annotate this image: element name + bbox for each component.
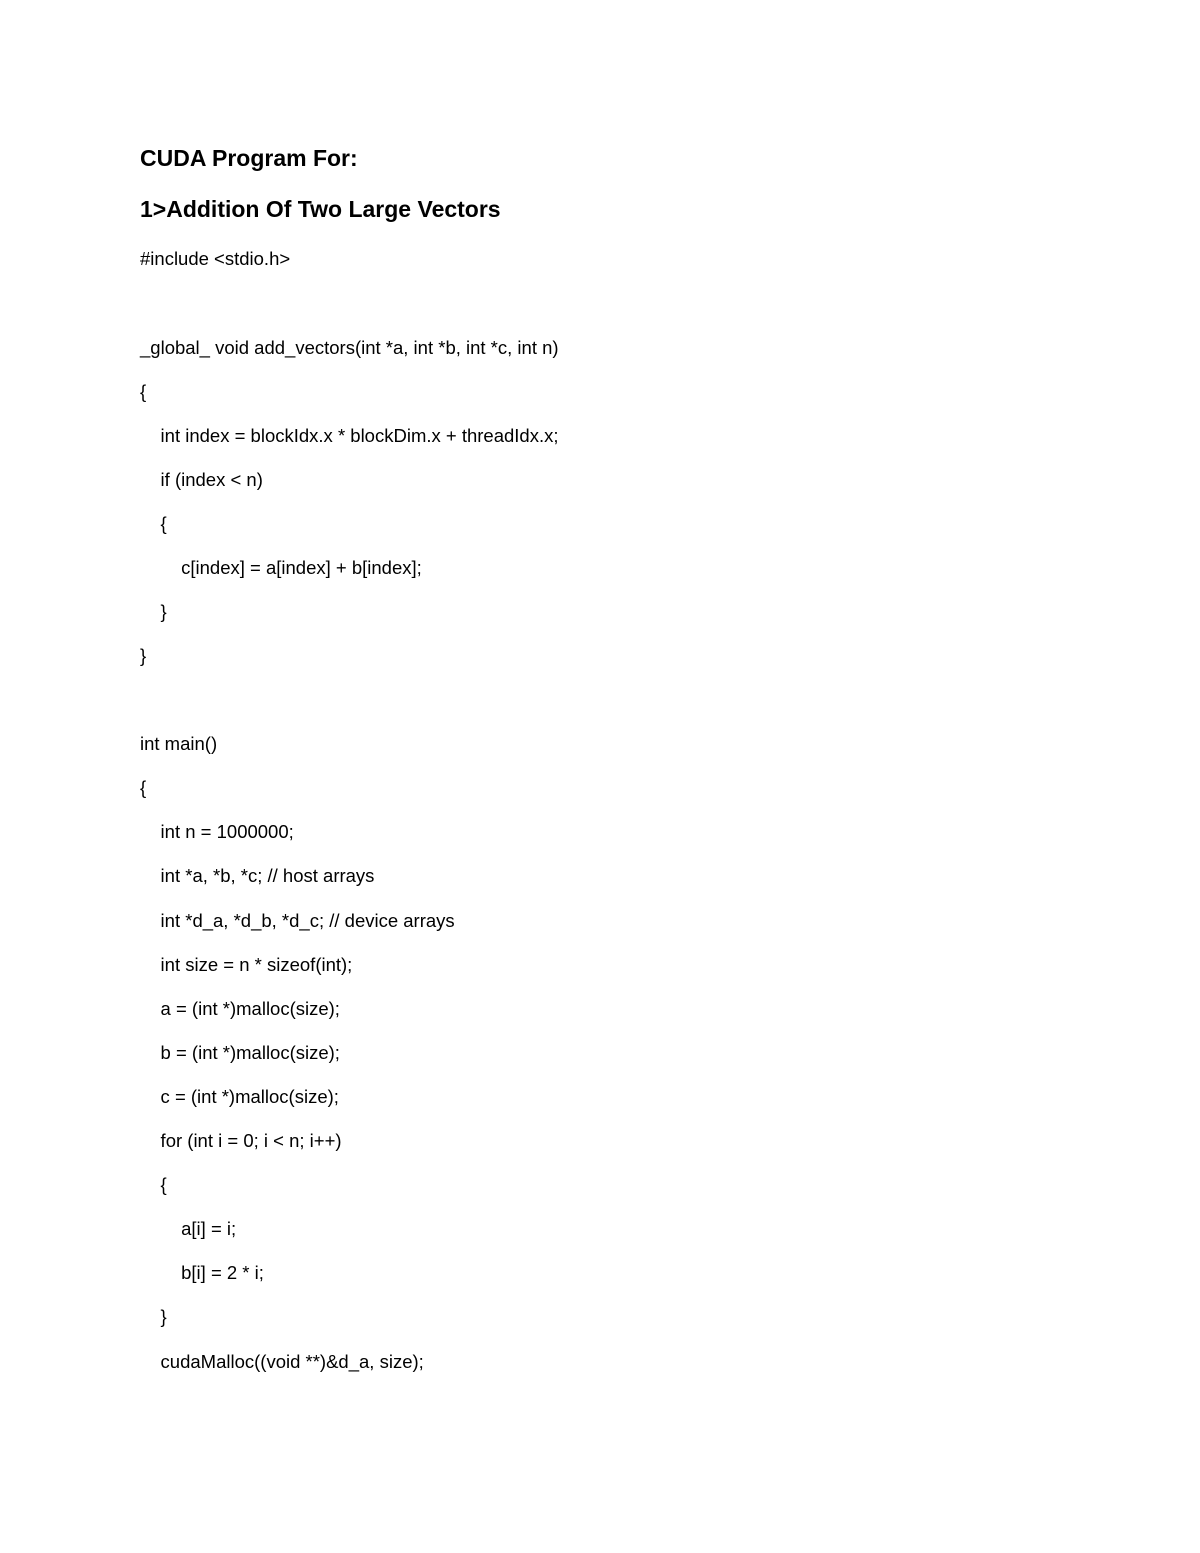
code-line: _global_ void add_vectors(int *a, int *b, int *c, int n) [140,337,559,358]
code-line: int *d_a, *d_b, *d_c; // device arrays [140,910,455,931]
code-line: { [140,777,147,798]
document-subtitle: 1>Addition Of Two Large Vectors [140,196,501,222]
code-line: b = (int *)malloc(size); [140,1042,340,1063]
code-line: { [140,513,167,534]
code-line: a[i] = i; [140,1218,237,1239]
code-line: } [140,1306,167,1327]
code-line: if (index < n) [140,469,263,490]
code-line: int index = blockIdx.x * blockDim.x + threadIdx.x; [140,425,559,446]
code-line: c[index] = a[index] + b[index]; [140,557,422,578]
code-line: } [140,601,167,622]
code-line: int size = n * sizeof(int); [140,954,353,975]
code-line: int *a, *b, *c; // host arrays [140,865,375,886]
code-line: #include <stdio.h> [140,248,291,269]
document-title: CUDA Program For: [140,145,358,171]
code-line: { [140,1174,167,1195]
code-line: for (int i = 0; i < n; i++) [140,1130,342,1151]
code-line: b[i] = 2 * i; [140,1262,264,1283]
code-line: cudaMalloc((void **)&d_a, size); [140,1351,424,1372]
code-line: int n = 1000000; [140,821,294,842]
code-line: } [140,645,147,666]
code-line: { [140,381,147,402]
code-line: c = (int *)malloc(size); [140,1086,339,1107]
code-line: int main() [140,733,218,754]
code-line: a = (int *)malloc(size); [140,998,340,1019]
